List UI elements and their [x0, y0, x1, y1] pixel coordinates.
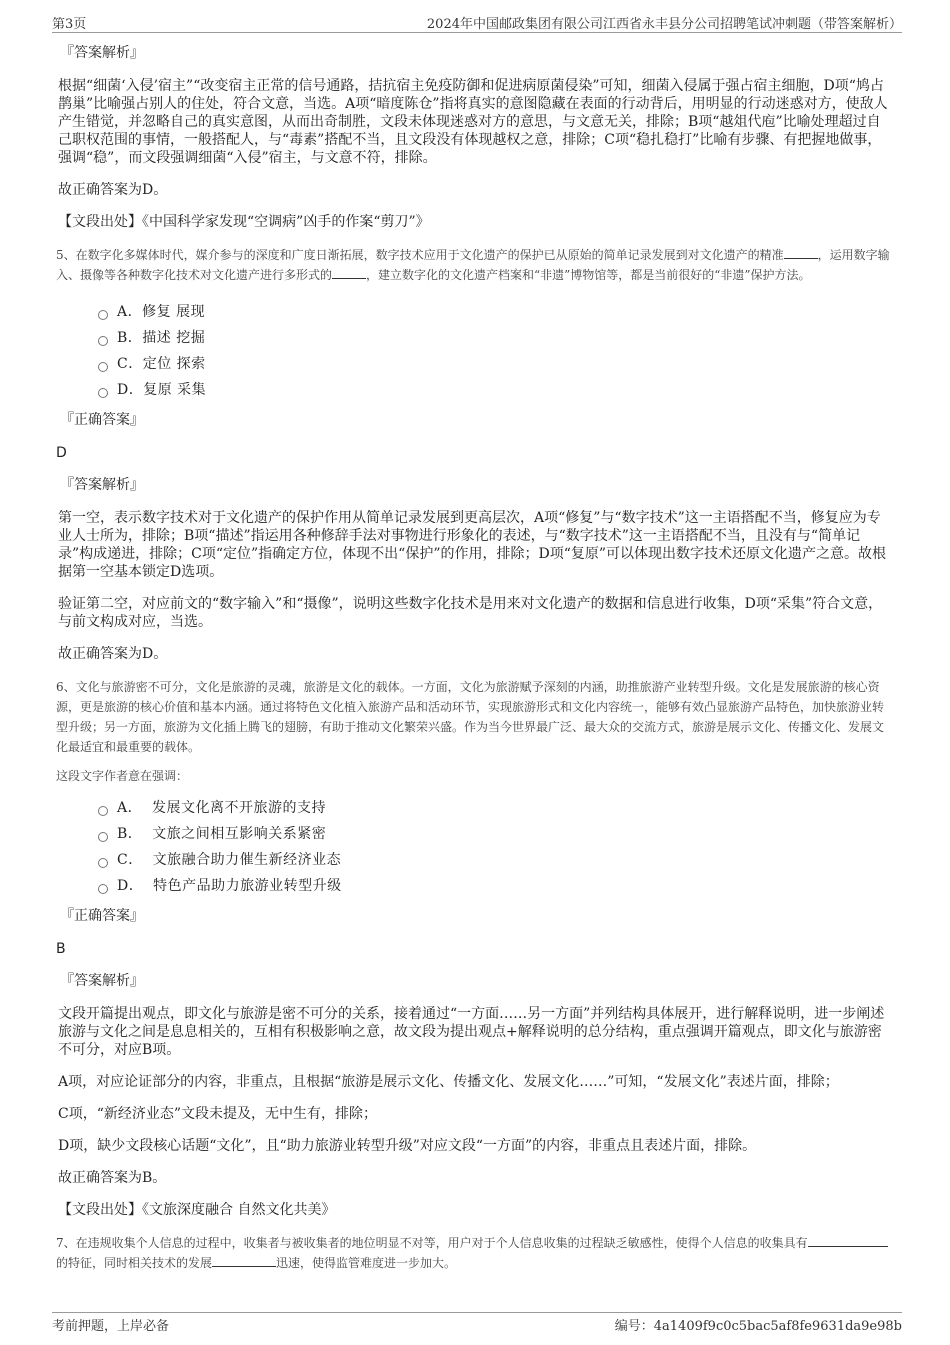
q7-blank-1 [808, 1234, 888, 1247]
q5-analysis-paragraph-1: 第一空，表示数字技术对于文化遗产的保护作用从简单记录发展到更高层次，A项“修复”与“数字技术”这一主语搭配不当，修复应为专业人士所为，排除；B项“描述”指运用各种修辞手法对事物进行形象化的表述，与“数字技术”这一主语搭配不当，且没有与“简单记录”构成递进，排除；C项“定位”指确定方位，体现不出“保护”的作用，排除；D项“复原”可以体现出数字技术还原文化遗产之意。故根据第一空基本锁定D选项。 [58, 510, 887, 580]
q4-analysis-label: 『答案解析』 [60, 45, 144, 61]
q6-stem: 6、文化与旅游密不可分，文化是旅游的灵魂，旅游是文化的载体。一方面，文化为旅游赋予深刻的内涵，助推旅游产业转型升级。文化是发展旅游的核心资源，更是旅游的核心价值和基本内涵。通过将特色文化植入旅游产品和活动环节，实现旅游形式和文化内容统一，能够有效凸显旅游产品特色，加快旅游业转型升级；另一方面，旅游为文化插上腾飞的翅膀，有助于推动文化繁荣兴盛。作为当今世界最广泛、最大众的交流方式，旅游是展示文化、传播文化、发展文化最适宜和最重要的载体。 [56, 680, 885, 754]
document-title: 2024年中国邮政集团有限公司江西省永丰县分公司招聘笔试冲刺题（带答案解析） [426, 17, 902, 32]
q6-analysis-label: 『答案解析』 [60, 973, 144, 989]
q5-stem: 5、在数字化多媒体时代，媒介参与的深度和广度日渐拓展，数字技术应用于文化遗产的保护已从原始的简单记录发展到对文化遗产的精准 ，运用数字输入、摄像等各种数字化技术对文化遗产进行多形式的 ，建立数字化的文化遗产档案和“非遗”博物馆等，都是当前很好的“非遗”保护方法。 [56, 248, 890, 282]
q5-option-a[interactable]: A．修复 展现 [98, 299, 894, 325]
q5-option-d[interactable]: D．复原 采集 [98, 377, 894, 403]
radio-icon[interactable] [98, 806, 108, 816]
radio-icon[interactable] [98, 884, 108, 894]
q6-analysis-paragraph-2: A项，对应论证部分的内容，非重点，且根据“旅游是展示文化、传播文化、发展文化……”可知，“发展文化”表述片面，排除； [58, 1074, 839, 1090]
q4-conclusion: 故正确答案为D。 [58, 182, 168, 198]
q6-analysis-paragraph-1: 文段开篇提出观点，即文化与旅游是密不可分的关系，接着通过“一方面……另一方面”并列结构具体展开，进行解释说明，进一步阐述旅游与文化之间是息息相关的，互相有积极影响之意，故文段为提出观点+解释说明的总分结构，重点强调开篇观点，即文化与旅游密不可分，对应B项。 [58, 1006, 885, 1058]
footer-slogan: 考前押题，上岸必备 [52, 1319, 170, 1334]
q5-conclusion: 故正确答案为D。 [58, 646, 168, 662]
q6-analysis-paragraph-3: C项，“新经济业态”文段未提及，无中生有，排除； [58, 1106, 378, 1122]
q5-answer-label: 『正确答案』 [60, 412, 144, 428]
radio-icon[interactable] [98, 388, 108, 398]
page-footer [52, 1312, 902, 1333]
radio-icon[interactable] [98, 858, 108, 868]
q7-stem: 7、在违规收集个人信息的过程中，收集者与被收集者的地位明显不对等，用户对于个人信息收集的过程缺乏敏感性，使得个人信息的收集具有的特征，同时相关技术的发展 迅速，使得监管难度进一步加大。 [56, 1233, 894, 1273]
page-header [52, 12, 902, 33]
q5-option-b[interactable]: B．描述 挖掘 [98, 325, 894, 351]
q6-option-a[interactable]: A． 发展文化离不开旅游的支持 [98, 795, 894, 821]
q5-analysis-paragraph-2: 验证第二空，对应前文的“数字输入”和“摄像”，说明这些数字化技术是用来对文化遗产的数据和信息进行收集，D项“采集”符合文意，与前文构成对应，当选。 [58, 596, 883, 630]
q6-options [56, 795, 894, 899]
q5-options [56, 299, 894, 403]
radio-icon[interactable] [98, 310, 108, 320]
q5-answer: D [56, 445, 67, 461]
q6-source: 【文段出处】《文旅深度融合 自然文化共美》 [58, 1202, 336, 1218]
q6-prompt: 这段文字作者意在强调： [56, 769, 189, 783]
q6-conclusion: 故正确答案为B。 [58, 1170, 167, 1186]
q6-option-d[interactable]: D． 特色产品助力旅游业转型升级 [98, 873, 894, 899]
radio-icon[interactable] [98, 362, 108, 372]
q6-answer-label: 『正确答案』 [60, 908, 144, 924]
q7-blank-2 [212, 1254, 276, 1267]
q6-answer: B [56, 941, 66, 957]
q5-blank-2 [332, 266, 366, 279]
radio-icon[interactable] [98, 832, 108, 842]
radio-icon[interactable] [98, 336, 108, 346]
q5-blank-1 [784, 246, 818, 259]
q4-analysis-paragraph: 根据“细菌‘入侵’宿主”“改变宿主正常的信号通路，拮抗宿主免疫防御和促进病原菌侵染”可知，细菌入侵属于强占宿主细胞，D项“鸠占鹊巢”比喻强占别人的住处，符合文意，当选。A项“暗度陈仓”指将真实的意图隐藏在表面的行动背后，用明显的行动迷惑对方，使敌人产生错觉，并忽略自己的真实意图，从而出奇制胜，文段未体现迷惑对方的意思，与文意无关，排除；B项“越俎代庖”比喻处理超过自己职权范围的事情，一般搭配人，与“毒素”搭配不当，且文段没有体现越权之意，排除；C项“稳扎稳打”比喻有步骤、有把握地做事，强调“稳”，而文段强调细菌“入侵”宿主，与文意不符，排除。 [58, 78, 888, 166]
q5-option-c[interactable]: C．定位 探索 [98, 351, 894, 377]
q6-option-b[interactable]: B． 文旅之间相互影响关系紧密 [98, 821, 894, 847]
q6-analysis-paragraph-4: D项，缺少文段核心话题“文化”，且“助力旅游业转型升级”对应文段“一方面”的内容，非重点且表述片面，排除。 [58, 1138, 757, 1154]
page-content [56, 44, 894, 1273]
document-code: 编号：4a1409f9c0c5bac5af8fe9631da9e98b [614, 1319, 902, 1334]
q4-source: 【文段出处】《中国科学家发现“空调病”凶手的作案“剪刀”》 [58, 214, 430, 230]
q6-option-c[interactable]: C． 文旅融合助力催生新经济业态 [98, 847, 894, 873]
q5-analysis-label: 『答案解析』 [60, 477, 144, 493]
page-number: 第3页 [52, 17, 87, 32]
